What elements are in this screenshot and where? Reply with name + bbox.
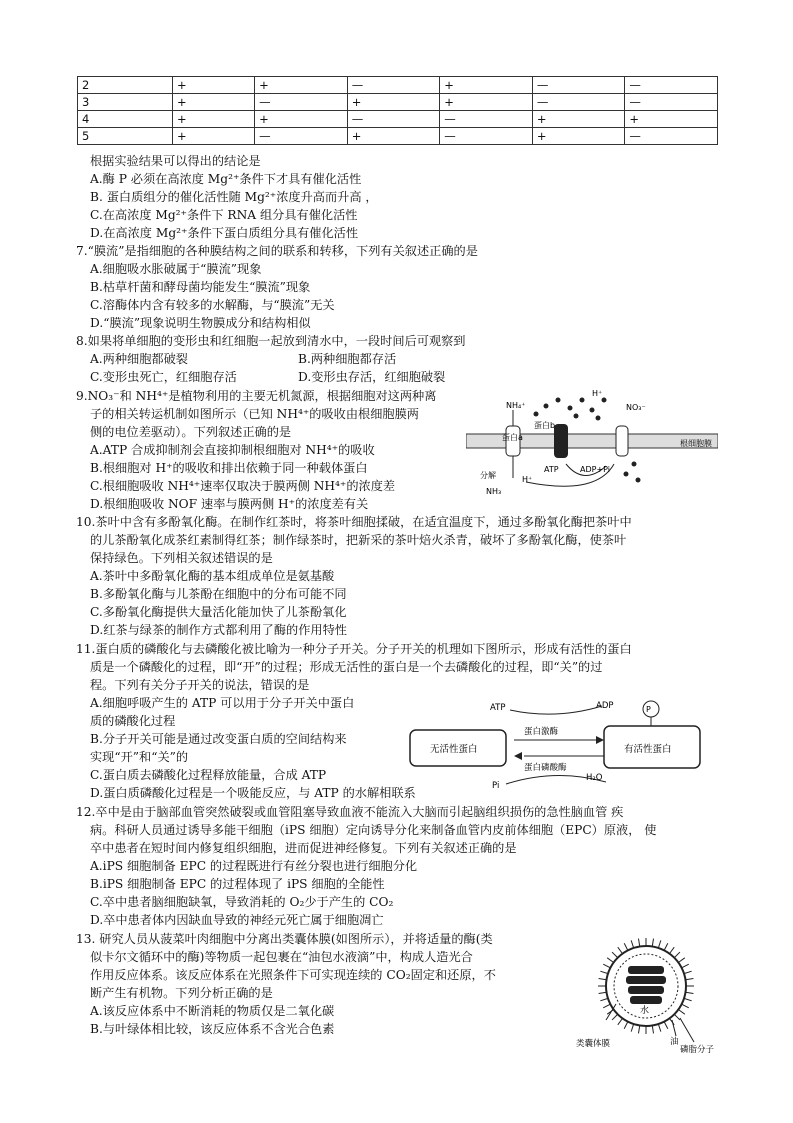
text-line: 侧的电位差驱动）。下列叙述正确的是 [90, 425, 292, 439]
phospholipid-tail [682, 964, 689, 968]
table-cell: — [532, 77, 625, 94]
text-line: 子的相关转运机制如图所示（已知 NH⁴⁺的吸收由根细胞膜两 [90, 407, 419, 421]
table-cell: + [173, 111, 255, 128]
table-cell: — [255, 128, 348, 145]
phospholipid-tail [607, 958, 613, 963]
text-line: C.蛋白质去磷酸化过程释放能量，合成 ATP [90, 768, 327, 782]
nh4-label: NH₄⁺ [506, 401, 526, 410]
text-line: 11.蛋白质的磷酸化与去磷酸化被比喻为一种分子开关。分子开关的机理如下图所示，形成有活性的蛋白 [76, 642, 632, 656]
text-line: B.多酚氧化酶与儿茶酚在细胞中的分布可能不同 [90, 587, 347, 601]
phospholipid-tail [603, 964, 610, 968]
water-label: 水 [640, 1006, 650, 1016]
text-line: 8.如果将单细胞的变形虫和红细胞一起放到清水中，一段时间后可观察到 [76, 334, 466, 348]
phospholipid-tail [670, 947, 675, 953]
phospholipid-tail [682, 1004, 689, 1008]
phospholipid-label: 磷脂分子 [680, 1045, 715, 1055]
text-line: 7.“膜流”是指细胞的各种膜结构之间的联系和转移，下列有关叙述正确的是 [76, 244, 478, 258]
table-cell: — [625, 94, 718, 111]
text-line: 质是一个磷酸化的过程，即“开”的过程；形成无活性的蛋白是一个去磷酸化的过程，即“关”的过 [90, 660, 603, 674]
oil-water-droplet-figure [576, 938, 716, 1058]
table-cell: + [347, 128, 440, 145]
text-line: 断产生有机物。下列分析正确的是 [90, 986, 273, 1000]
text-line: 似卡尔文循环中的酶)等物质一起包裹在“油包水液滴”中，构成人造光合 [90, 950, 473, 964]
phospholipid-tail [658, 1024, 660, 1032]
pi-label: Pi [492, 781, 500, 791]
text-line: C.在高浓度 Mg²⁺条件下 RNA 组分具有催化活性 [90, 208, 358, 222]
text-line: A.细胞吸水胀破属于“膜流”现象 [90, 262, 262, 276]
phospholipid-tail [670, 1018, 675, 1024]
table-cell: — [440, 128, 533, 145]
protein-a-channel [506, 410, 520, 478]
table-row [78, 128, 718, 145]
inactive-label: 无活性蛋白 [430, 744, 478, 755]
table-cell: — [625, 77, 718, 94]
table-cell: — [532, 94, 625, 111]
text-line: C.卒中患者脑细胞缺氧，导致消耗的 O₂少于产生的 CO₂ [90, 895, 394, 909]
phospholipid-tail [624, 1022, 628, 1029]
phospholipid-tail [686, 992, 694, 993]
phospholipid-tail [678, 958, 684, 963]
adp-label: ADP [596, 701, 614, 711]
phospholipid-tail [638, 1026, 639, 1034]
atp-label: ATP [544, 465, 559, 474]
nh3-label: NH₃ [486, 487, 502, 496]
phospholipid-tail [664, 1022, 668, 1029]
h-top-label: H⁺ [592, 389, 603, 398]
no3-label: NO₃⁻ [626, 403, 646, 412]
text-line: B.与叶绿体相比较，该反应体系不含光合色素 [90, 1022, 335, 1036]
table-cell: + [255, 111, 348, 128]
phosphatase-label: 蛋白磷酸酶 [524, 763, 567, 773]
text-line: D.卒中患者体内因缺血导致的神经元死亡属于细胞凋亡 [90, 913, 384, 927]
text-line: B. 蛋白质组分的催化活性随 Mg²⁺浓度升高而升高 ， [90, 190, 378, 204]
table-cell: — [440, 111, 533, 128]
oil-label: 油 [670, 1037, 679, 1047]
text-line: 实现“开”和“关”的 [90, 750, 189, 764]
adp-label: ADP+Pi [580, 465, 611, 474]
table-row [78, 111, 718, 128]
table-cell: 4 [78, 111, 173, 128]
text-line: B.iPS 细胞制备 EPC 的过程体现了 iPS 细胞的全能性 [90, 877, 385, 891]
table-cell: + [255, 77, 348, 94]
text-line: 9.NO₃⁻和 NH⁴⁺是植物利用的主要无机氮源，根据细胞对这两种离 [76, 389, 437, 403]
protein-b-pump [554, 424, 568, 458]
h-bottom-label: H⁺ [522, 475, 533, 484]
phospholipid-tail [631, 1024, 633, 1032]
table-cell: + [625, 111, 718, 128]
table-row [78, 94, 718, 111]
phospholipid-tail [631, 940, 633, 948]
phospholipid-tail [658, 940, 660, 948]
table-cell: — [625, 128, 718, 145]
text-line: 保持绿色。下列相关叙述错误的是 [90, 551, 273, 565]
text-line: A.茶叶中多酚氧化酶的基本组成单位是氨基酸 [90, 569, 335, 583]
phospholipid-tail [664, 943, 668, 950]
membrane-label: 根细胞膜 [680, 439, 712, 448]
text-line: 程。下列有关分子开关的说法，错误的是 [90, 678, 310, 692]
text-line: C.变形虫死亡，红细胞存活 [90, 370, 237, 384]
phospholipid-tail [603, 1004, 610, 1008]
phospholipid-tail [599, 978, 607, 979]
text-line: 质的磷酸化过程 [90, 714, 176, 728]
table-row [78, 77, 718, 94]
text-line: B.根细胞对 H⁺的吸收和排出依赖于同一种载体蛋白 [90, 461, 368, 475]
phospholipid-tail [618, 1018, 623, 1024]
phospholipid-tail [612, 1014, 618, 1020]
ion-transport-figure [466, 386, 718, 506]
table-cell: — [255, 94, 348, 111]
text-line: D.“膜流”现象说明生物膜成分和结构相似 [90, 316, 311, 330]
text-line: 病。科研人员通过诱导多能干细胞（iPS 细胞）定向诱导分化来制备血管内皮前体细胞（EPC）原液， 使 [90, 823, 657, 837]
text-line: D.变形虫存活，红细胞破裂 [298, 370, 446, 384]
h2o-label: H₂O [586, 773, 603, 783]
phospholipid-tail [652, 1026, 653, 1034]
text-line: B.分子开关可能是通过改变蛋白质的空间结构来 [90, 732, 347, 746]
decompose-label: 分解 [480, 471, 496, 480]
text-line: A.两种细胞都破裂 [90, 352, 188, 366]
table-cell: + [532, 128, 625, 145]
phospholipid-tail [678, 1010, 684, 1015]
kinase-label: 蛋白激酶 [524, 727, 559, 737]
phospholipid-tail [638, 939, 639, 947]
protein-c-cotransporter [616, 426, 628, 456]
text-line: A.细胞呼吸产生的 ATP 可以用于分子开关中蛋白 [90, 696, 355, 710]
text-line: A.该反应体系中不断消耗的物质仅是二氧化碳 [90, 1004, 335, 1018]
phospholipid-tail [618, 947, 623, 953]
text-line: C.根细胞吸收 NH⁴⁺速率仅取决于膜两侧 NH⁴⁺的浓度差 [90, 479, 396, 493]
phospholipid-tail [600, 971, 608, 973]
text-line: 作用反应体系。该反应体系在光照条件下可实现连续的 CO₂固定和还原，不 [90, 968, 496, 982]
phospholipid-tail [684, 971, 692, 973]
text-line: D.红茶与绿茶的制作方式都利用了酶的作用特性 [90, 623, 347, 637]
thylakoid-label: 类囊体膜 [576, 1039, 611, 1049]
table-cell: + [532, 111, 625, 128]
phospholipid-tail [599, 992, 607, 993]
experiment-result-table [77, 76, 718, 145]
table-cell: + [173, 94, 255, 111]
text-line: 根据实验结果可以得出的结论是 [90, 154, 261, 168]
text-line: A.酶 P 必须在高浓度 Mg²⁺条件下才具有催化活性 [90, 172, 362, 186]
text-line: B.枯草杆菌和酵母菌均能发生“膜流”现象 [90, 280, 311, 294]
text-line: 13. 研究人员从菠菜叶肉细胞中分离出类囊体膜(如图所示），并将适量的酶(类 [76, 932, 493, 946]
table-cell: + [173, 128, 255, 145]
text-line: 12.卒中是由于脑部血管突然破裂或血管阻塞导致血液不能流入大脑而引起脑组织损伤的急性脑血管 疾 [76, 805, 624, 819]
phospholipid-tail [674, 1014, 680, 1020]
phospholipid-tail [652, 939, 653, 947]
phospholipid-tail [624, 943, 628, 950]
text-line: D.根细胞吸收 NOF 速率与膜两侧 H⁺的浓度差有关 [90, 497, 369, 511]
phospholipid-tail [686, 978, 694, 979]
table-cell: 2 [78, 77, 173, 94]
protein-b-label: 蛋白b [534, 421, 556, 430]
text-line: B.两种细胞都存活 [298, 352, 397, 366]
phospholipid-tail [684, 998, 692, 1000]
text-line: 10.茶叶中含有多酚氧化酶。在制作红茶时，将茶叶细胞揉破，在适宜温度下，通过多酚氧化酶把茶叶中 [76, 515, 632, 529]
table-cell: + [440, 94, 533, 111]
p-label: P [646, 705, 651, 714]
active-label: 有活性蛋白 [624, 744, 672, 755]
table-cell: — [347, 111, 440, 128]
text-line: D.蛋白质磷酸化过程是一个吸能反应，与 ATP 的水解相联系 [90, 786, 416, 800]
text-line: C.溶酶体内含有较多的水解酶，与“膜流”无关 [90, 298, 335, 312]
phospholipid-tail [674, 952, 680, 958]
text-line: A.ATP 合成抑制剂会直接抑制根细胞对 NH⁴⁺的吸收 [90, 443, 375, 457]
text-line: 的儿茶酚氧化成茶红素制得红茶；制作绿茶时，把新采的茶叶焙火杀青，破坏了多酚氧化酶，使茶叶 [90, 533, 627, 547]
protein-a-label: 蛋白a [502, 433, 523, 442]
table-cell: + [347, 94, 440, 111]
molecular-switch-figure [406, 696, 718, 796]
table-cell: 5 [78, 128, 173, 145]
text-line: D.在高浓度 Mg²⁺条件下蛋白质组分具有催化活性 [90, 226, 359, 240]
phospholipid-tail [600, 998, 608, 1000]
table-cell: + [440, 77, 533, 94]
text-line: A.iPS 细胞制备 EPC 的过程既进行有丝分裂也进行细胞分化 [90, 859, 418, 873]
text-line: 卒中患者在短时间内修复组织细胞，进而促进神经修复。下列有关叙述正确的是 [90, 841, 517, 855]
text-line: C.多酚氧化酶提供大量活化能加快了儿茶酚氧化 [90, 605, 347, 619]
atp-label: ATP [490, 703, 506, 713]
table-cell: 3 [78, 94, 173, 111]
table-cell: — [347, 77, 440, 94]
phospholipid-tail [612, 952, 618, 958]
table-cell: + [173, 77, 255, 94]
